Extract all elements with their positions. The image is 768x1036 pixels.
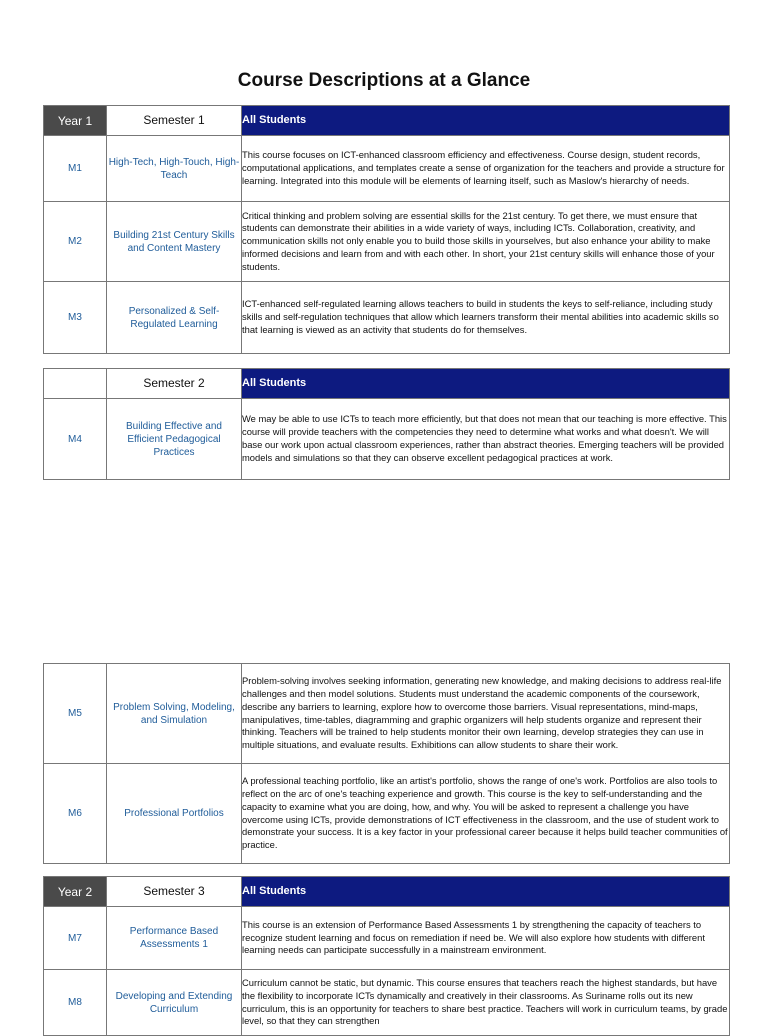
module-name: High-Tech, High-Touch, High-Teach: [107, 136, 242, 202]
year-label: Year 1: [44, 106, 107, 136]
module-description: We may be able to use ICTs to teach more efficiently, but that does not mean that our teaching is more effective. This course will provide teachers with the competencies they need to determine what works and what doesn't. We will base our work upon actual classroom experiences, rather than abstract theories. Emerging teachers will be provided models and simulations so that they can observe excellent pedagogical practices at work.: [242, 399, 730, 480]
module-name: Personalized & Self-Regulated Learning: [107, 282, 242, 354]
audience-label: All Students: [242, 369, 730, 399]
module-code: M8: [44, 970, 107, 1036]
module-name: Problem Solving, Modeling, and Simulation: [107, 664, 242, 764]
module-name: Building 21st Century Skills and Content Mastery: [107, 202, 242, 282]
module-name: Professional Portfolios: [107, 764, 242, 864]
table-row: [44, 202, 730, 282]
semester-label: Semester 3: [107, 877, 242, 907]
module-code: M4: [44, 399, 107, 480]
course-table-semester2: [43, 368, 730, 480]
course-table-semester2-continued: [43, 663, 730, 864]
module-code: M7: [44, 907, 107, 970]
module-code: M3: [44, 282, 107, 354]
course-table-year2-semester3: [43, 876, 730, 1036]
audience-label: All Students: [242, 877, 730, 907]
module-name: Building Effective and Efficient Pedagogical Practices: [107, 399, 242, 480]
module-description: A professional teaching portfolio, like an artist's portfolio, shows the range of one's work. Portfolios are also tools to reflect on the arc of one's teaching experience and growth. This course is the key to self-understanding and the capacity to examine what you are doing, how, and why. You will be asked to represent a challenge you have overcome using ICTs, provide demonstrations of ICT effectiveness in the classroom, and the use of student work to demonstrate your success. It is a key factor in your professional career because it helps build teacher communities of practice.: [242, 764, 730, 864]
module-description: ICT-enhanced self-regulated learning allows teachers to build in students the keys to self-reliance, including study skills and self-regulation techniques that allow which learners transform their mental abilities into academic skills so that learning is viewed as an activity that students do for themselves.: [242, 282, 730, 354]
table-row: [44, 907, 730, 970]
module-description: This course is an extension of Performance Based Assessments 1 by strengthening the capacity of teachers to recognize student learning and focus on remediation if need be. We will also explore how students with different learning needs can participate successfully in a mainstream environment.: [242, 907, 730, 970]
table-row: [44, 399, 730, 480]
module-description: Curriculum cannot be static, but dynamic. This course ensures that teachers reach the highest standards, but have the flexibility to incorporate ICTs dynamically and creatively in their classrooms. As Suriname rolls out its new curriculum, this is an opportunity for teachers to share best practice. Teachers will work in curriculum teams, by grade level, so that they can strengthen: [242, 970, 730, 1036]
module-description: This course focuses on ICT-enhanced classroom efficiency and effectiveness. Course design, student records, computational applications, and templates create a sense of organization for the teachers and provide a structure for learning. Integrated into this module will be elements of learning itself, such as Maslow's hierarchy of needs.: [242, 136, 730, 202]
course-table-year1-semester1: [43, 105, 730, 354]
audience-label: All Students: [242, 106, 730, 136]
module-code: M2: [44, 202, 107, 282]
module-code: M1: [44, 136, 107, 202]
page-title: Course Descriptions at a Glance: [237, 70, 531, 91]
year-label: Year 2: [44, 877, 107, 907]
table-row: [44, 764, 730, 864]
table-row: [44, 136, 730, 202]
table-header-row: [44, 877, 730, 907]
year-label: [44, 369, 107, 399]
module-description: Critical thinking and problem solving are essential skills for the 21st century. To get there, we must ensure that students can demonstrate their abilities in a wide variety of ways, including ICTs. Collaboration, creativity, and communication skills not only enable you to build those skills in yourselves, but also enhance your ability to make informed decisions and learn from and with each other. In short, your 21st century skills will enhance those of your students.: [242, 202, 730, 282]
semester-label: Semester 2: [107, 369, 242, 399]
table-row: [44, 970, 730, 1036]
module-name: Developing and Extending Curriculum: [107, 970, 242, 1036]
module-code: M5: [44, 664, 107, 764]
module-description: Problem-solving involves seeking information, generating new knowledge, and making decisions to address real-life challenges and then model solutions. Students must understand the academic components of the coursework, describe any barriers to learning, explore how to overcome those barriers. Visual representations, mind-maps, manipulatives, time-tables, diagramming and graphic organizers will help students organize and represent their thinking. Teachers will be trained to help students monitor their own learning, develop strategies they can use in multiple situations, and evaluate results. Exhibitions can allow students to share their work.: [242, 664, 730, 764]
table-header-row: [44, 369, 730, 399]
module-name: Performance Based Assessments 1: [107, 907, 242, 970]
table-row: [44, 282, 730, 354]
semester-label: Semester 1: [107, 106, 242, 136]
table-header-row: [44, 106, 730, 136]
module-code: M6: [44, 764, 107, 864]
table-row: [44, 664, 730, 764]
